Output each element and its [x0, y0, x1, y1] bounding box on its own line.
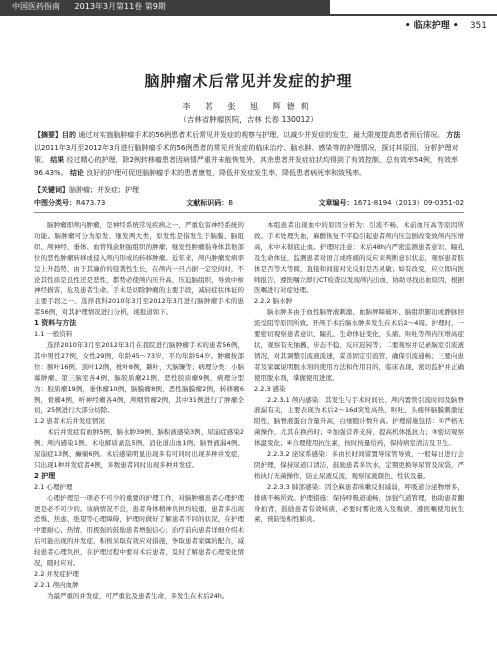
page-number: 351 — [469, 21, 487, 31]
method-label: 方法 — [446, 131, 461, 139]
subsection-heading: 1.1 一般资料 — [34, 330, 73, 339]
subsection-heading: 2.2.2 脑水肿 — [254, 297, 293, 306]
paragraph: 脑肿瘤即颅内肿瘤，是神经系统常见疾病之一，严重危害神经系统的功能。脑肿瘤可分为原发、继发两大类，原发性是指发生于脑膜、脑组织、颅神经、垂体、血管残余胚胎组织的肿瘤；继发性肿瘤指身体其他部位的恶性肿瘤转移或侵入颅内形成的转移肿瘤。近年来，颅内肿瘤发病率呈上升趋势，由于其廉价的侵袭性生长，在颅内一旦占据一定空间时，不论其性质是良性还是恶性，都势必使颅内压升高，压迫脑组织，导致中枢神经损害，危及患者生命。手术是切除肿瘤的主要手段，减轻症状体征的主要手段之一。选择我科2010年3月至2012年3月进行脑肿瘤手术的患者56例，对其护理情况进行分析，现报道如下。 — [34, 221, 244, 317]
paragraph: 2.2.3.2 泌尿系感染：多由长时间留置导尿管导致，一般每日进行会阴护理，保持尿道口清洁，鼓励患者多饮水，定期更换导尿管及尿袋，严格执行无菌操作，防止尿液反流，观察尿液颜色、性状及量。 — [254, 450, 464, 480]
paragraph: 本组患者出现血中的原因分析为：引流不畅、术前血压高等原因所致。手术处理失血，麻醉恢复不平稳引起患者颅内压急剧改变致颅内压增高，术中未彻底止血。护理时注意：术后48h内严密监测患者意识、瞳孔及生命体征，监测患者对语言或疼痛的反应来判断意识状态，观察患者肢体是否等大等圆，直接和间接对光反射是否灵敏；如有改变，应立即向医师报告，遵医嘱立即行CT检查以发现颅内出血，协助寻找出血原因，根据医嘱进行对症处理。 — [254, 221, 464, 295]
section-heading: 2 护理 — [34, 471, 56, 480]
running-header — [0, 0, 497, 32]
keywords — [34, 184, 464, 196]
body-column-right — [254, 220, 464, 666]
body-column-left — [34, 220, 244, 666]
abstract-result: 经过精心的护理，除2例转移瘤患者因病情严重并未能恢复外，其余患者并发症症状均得到了有效控制，总有效率54例，有效率96.43%。 — [34, 156, 458, 177]
author-affiliation: （吉林省肿瘤医院，吉林 长春 130012） — [179, 115, 318, 124]
subsection-heading: 2.2.1 颅内血肿 — [34, 580, 79, 589]
abstract — [34, 129, 464, 179]
abstract-label: 【摘要】 — [34, 131, 62, 139]
article-authors: 李 茗 张 旭 辉德莉 — [182, 102, 315, 111]
classification-line — [34, 198, 474, 208]
paragraph: 2.2.3.1 颅内感染：其发生与手术时间长、颅内置管引流时间及脑脊液漏有关，主要表现为术后2～16d突发高热、呕吐、头痛伴脑膜刺激征阳性，脑脊液蛋白含量升高，白细胞计数升高。护理措施包括：①严格无菌操作，尤其在换药时；②加强营养支持，提高机体抵抗力；③密切观察体温变化；④合理使用抗生素，按时按量给药，保持病室清洁及卫生。 — [254, 395, 464, 448]
subsection-heading: 2.1 心理护理 — [34, 482, 73, 491]
subsection-heading: 2.2 并发症护理 — [34, 570, 79, 578]
section-name: • 临床护理 • — [404, 21, 459, 31]
result-label: 结果 — [50, 156, 65, 164]
section-label — [405, 18, 487, 31]
keywords-text: 脑肿瘤；并发症；护理 — [69, 186, 139, 194]
issue-info: 2013年3月第11卷 第9期 — [74, 2, 166, 11]
paragraph: 2.2.3.3 肺部感染：因全麻患者咳嗽反射减弱，呼吸道分泌物增多，排痰不畅所致。护理措施：保持呼吸道通畅，加强气道管理，协助患者翻身拍背，鼓励患者有效咳痰，必要时雾化吸入及吸痰，遵医嘱使用抗生素，预防坠积性肺炎。 — [254, 482, 464, 524]
clc-code: R473.73 — [76, 199, 106, 207]
subsection-heading: 1.2 患者术后并发症情况 — [34, 417, 105, 426]
journal-banner — [0, 0, 330, 14]
article-no-label: 文章编号： — [318, 199, 354, 207]
paragraph: 为最严重的并发症，可严重危及患者生命，多发生在术后24h。 — [47, 591, 229, 600]
divider — [34, 212, 464, 213]
subsection-heading: 2.2.3 感染 — [254, 384, 286, 393]
article-title: 脑肿瘤术后常见并发症的护理 — [144, 72, 353, 90]
journal-name: 中国医药指南 — [12, 2, 60, 11]
objective-label: 目的 — [62, 131, 76, 139]
doc-code: B — [228, 199, 234, 207]
keywords-label: 【关键词】 — [34, 186, 69, 194]
conclusion-label: 结论 — [69, 168, 84, 177]
header-rule — [0, 14, 497, 16]
abstract-conclusion: 良好的护理可促进脑肿瘤手术的患者康复，降低并发症发生率，降低患者病死率和致残率。 — [86, 168, 367, 177]
paragraph: 脑水肿多由于血性脑脊液刺激、血脑屏障破坏、脑组织膨出或静脉回流受阻等原因所致。开颅手术后脑水肿多发生在术后2～4周。护理时，一要密切观察患者意识、瞳孔、生命体征变化，头痛、呕吐等颅内压增高症状，观察有无抽搐、步态不稳、反应迟钝等；二要观察并记录脑室引流液情况，对其调整引流液流速，妥善固定引流管，确保引流通畅；三要向患者及家属说明脱水剂的使用方法和作用目的，临床表现，密切监护并正确使用脱水剂，掌握使用进度。 — [254, 308, 464, 382]
doc-code-label: 文献标识码： — [186, 199, 229, 207]
abstract-objective: 通过对实施脑肿瘤手术的56例患者术后常见并发症的观察与护理，以减少并发症的发生，最大限度提高患者预后情况。 — [78, 131, 445, 139]
paragraph: 术后并发症有血肿5例、脑水肿39例、脑积液感染3例、尿崩症感染2例、颅内感染1例、术电解质紊乱5例、消化道出血1例、脑脊液漏4例、尿崩症13例、癫痫6例。术后感染明显出现多有可同时出现多种并发症，只出现1种并发症者4例，多数患者同时出现多种并发症。 — [34, 428, 244, 469]
section-heading: 1 资料与方法 — [34, 319, 77, 328]
clc-label: 中图分类号： — [34, 199, 76, 207]
abstract-method: 以2011年3月至2012年3月进行脑肿瘤手术的56例患者的常见并发症的临床治疗、脑水肿、感染等的护理情况，探讨其原因，分析护理对策。 — [34, 143, 459, 164]
paragraph: 心理护理是一项必不可少的重要的护理工作，对脑肿瘤患者心理护理更是必不可少的。该病情况不良，患者身体精神负担均较重，患者多出现恐惧、焦虑、绝望等心理障碍，护理时做好了解患者不同的状况，在护理中要耐心、热情，用极强的鼓励患者增强信心；治疗前向患者详细介绍术后可能出现的并发症，积极采取有效应对措施，争取患者家属的配合，减轻患者心理负担，在护理过程中要对术后患者，及时了解患者心理变化情况，随时应对。 — [34, 493, 244, 568]
article-no: 1671-8194（2013）09-0351-02 — [353, 199, 465, 207]
paragraph: 选择2010年3月至2012年3月在我院进行脑肿瘤手术的患者56例，其中男性27例，女性29例，年龄45～73岁，平均年龄54岁。肿瘤按部位：额叶16例，顶叶12例，枕叶8例，颞叶、大脑镰等；病理分类：小脑幕肿瘤、第三脑室各4例，脑胶质瘤21例，恶性胶质瘤9例，病理分型为：胶质瘤19例，垂体瘤10例，脑膜瘤8例，恶性脑膜瘤2例，转移瘤6例，骨瘤4例，听神经瘤各4例，颅咽管瘤2例，其中31例进行了肿瘤全切，25例进行大部分切除。 — [34, 340, 244, 415]
